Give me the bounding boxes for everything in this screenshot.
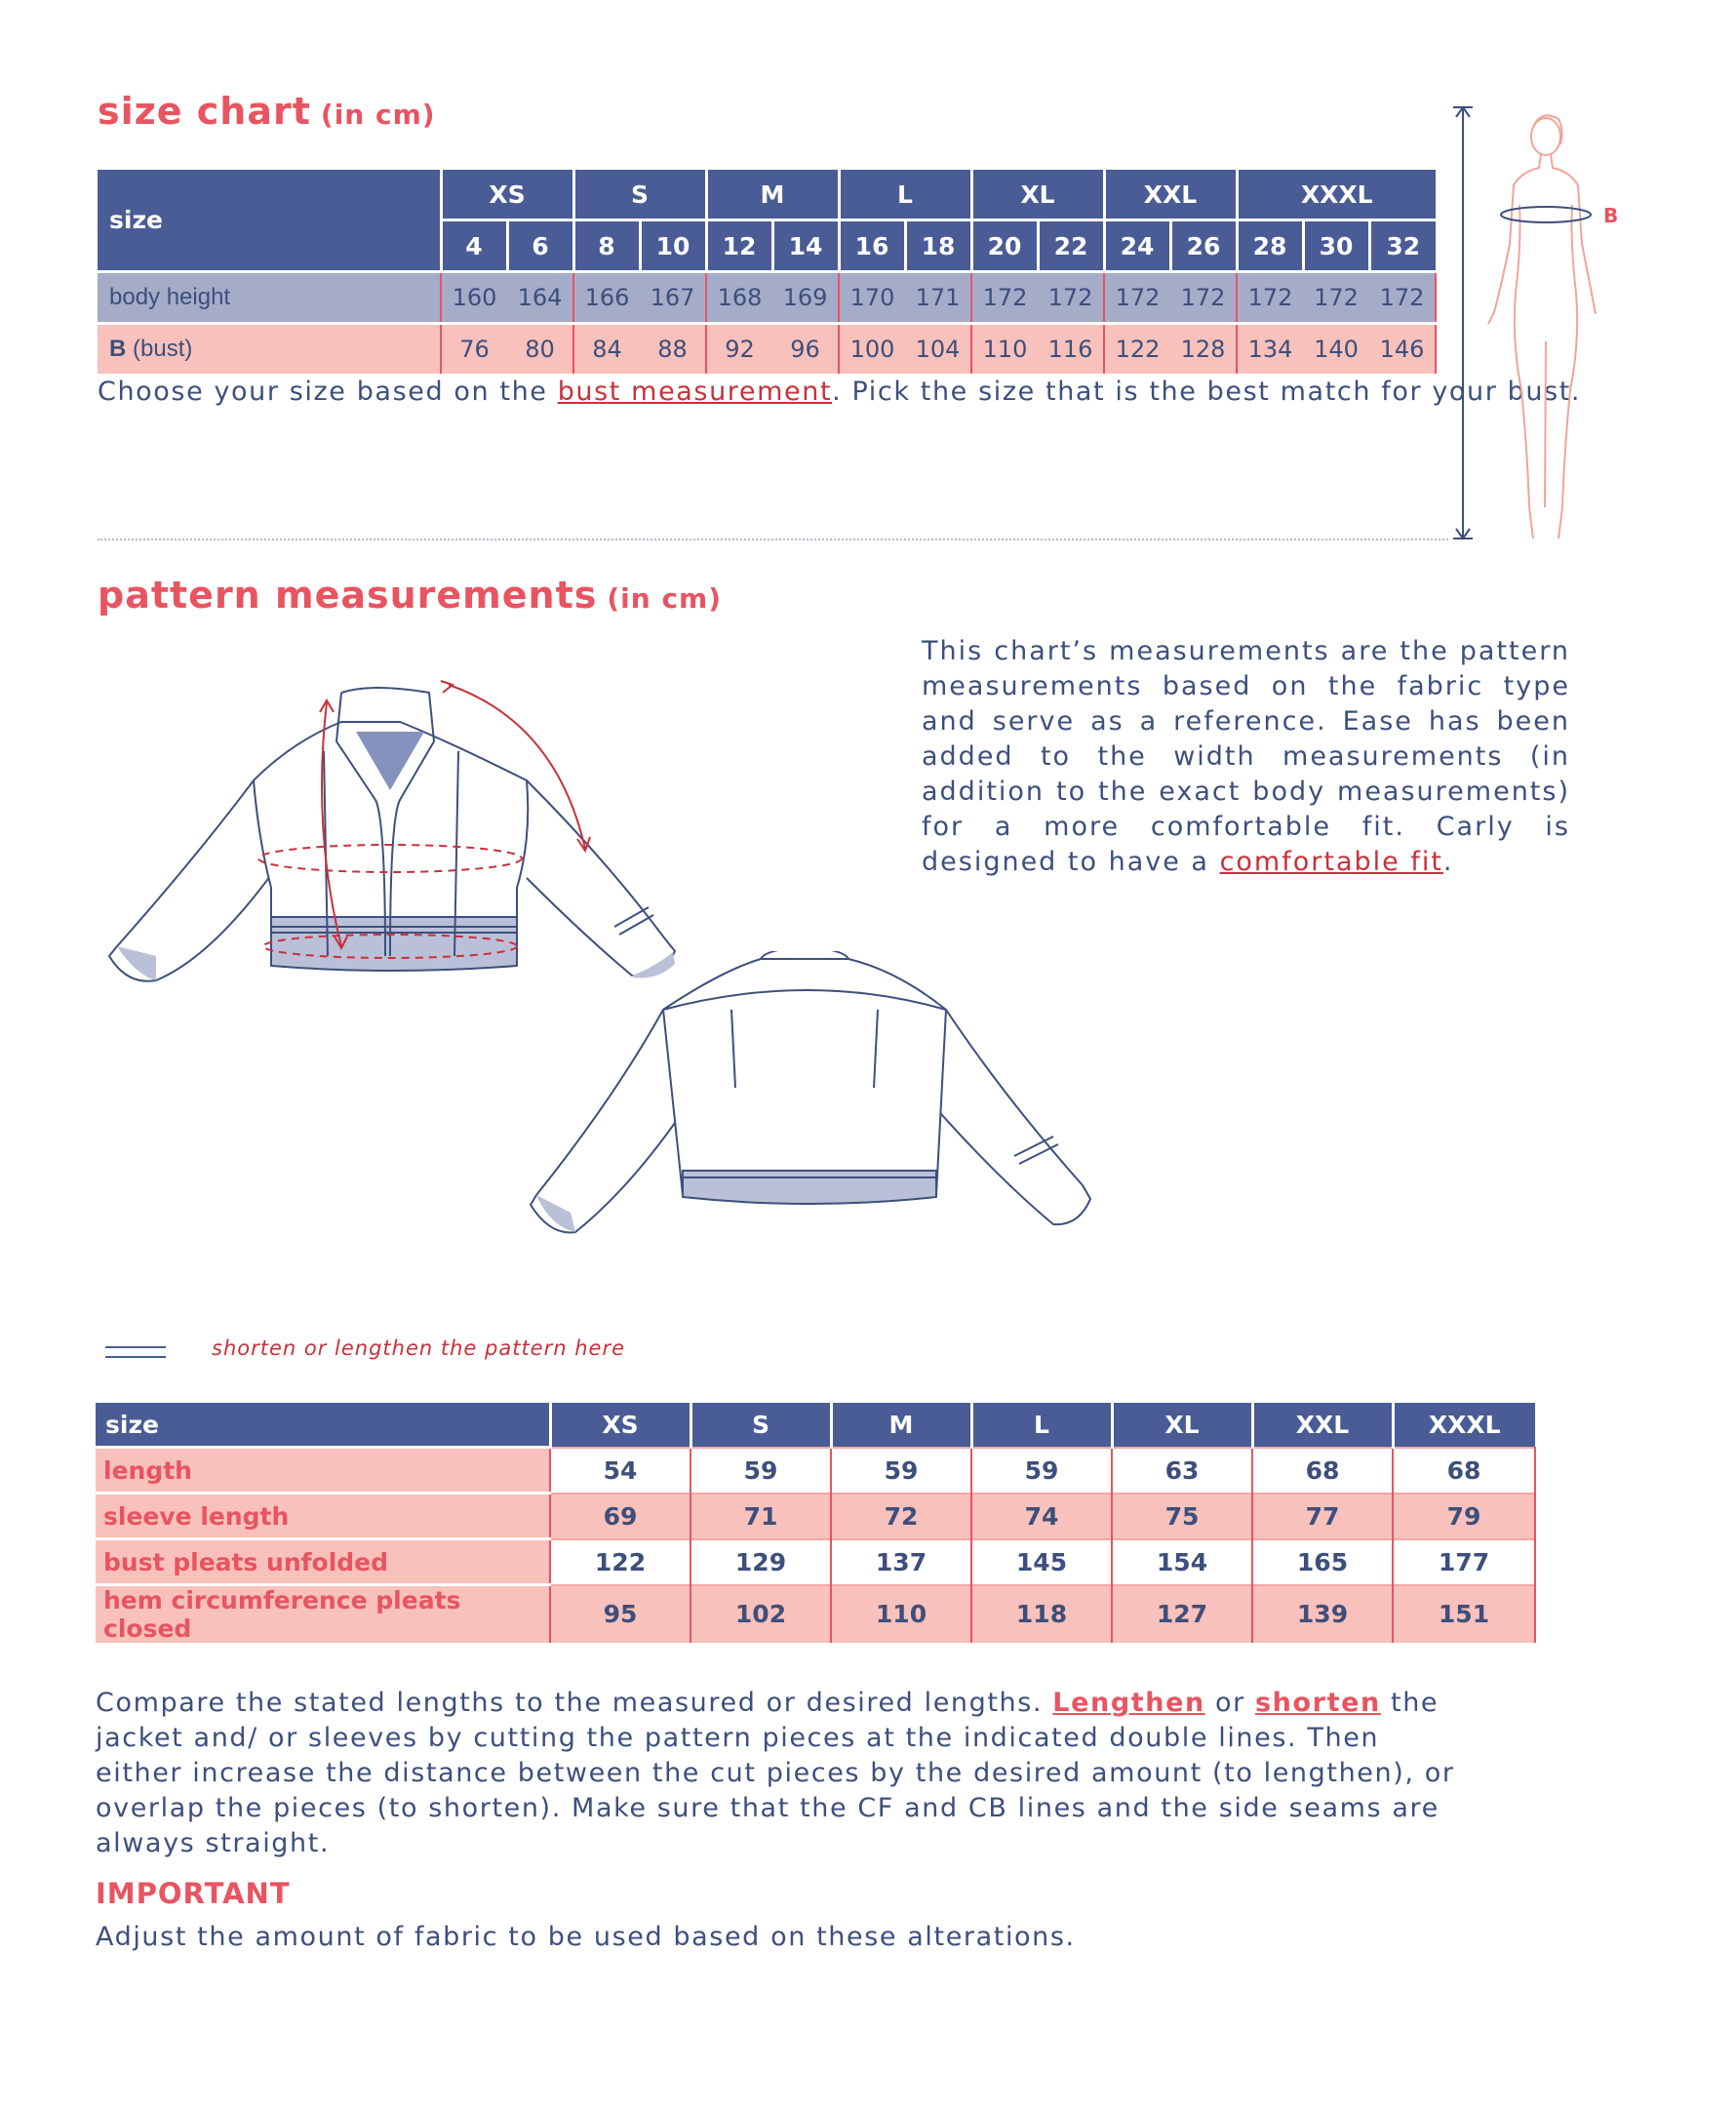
size-chart-table (98, 170, 1437, 374)
body-height-value: 172 (1170, 272, 1237, 324)
pattern-value-cell: 54 (550, 1448, 690, 1494)
body-height-value: 166 (573, 272, 640, 324)
size-number-header: 8 (573, 220, 640, 272)
pattern-row-label: sleeve length (96, 1494, 550, 1539)
adjust-paragraph: Compare the stated lengths to the measured or desired lengths. Lengthen or shorten the jacket and/ or sleeves by cutting the pattern pieces at the indicated double lines. Then either increase the distance between the cut pieces by the desired amount (to lengthen), or overlap the pieces (to shorten). Make sure that the CF and CB lines and the side seams are always straight. (96, 1688, 1455, 1858)
pattern-value-cell: 68 (1393, 1448, 1535, 1494)
pattern-value-cell: 59 (971, 1448, 1112, 1494)
pattern-value-cell: 127 (1112, 1585, 1252, 1644)
bust-label-letter: B (109, 336, 127, 362)
body-height-value: 172 (1237, 272, 1303, 324)
size-chart-note: Choose your size based on the bust measurement. Pick the size that is the best match for your bust. (98, 377, 1582, 407)
bust-value: 104 (905, 324, 971, 375)
body-height-value: 172 (971, 272, 1038, 324)
pattern-value-cell: 129 (690, 1539, 831, 1585)
bust-value: 100 (839, 324, 905, 375)
pattern-table-row (96, 1585, 1535, 1644)
pattern-value-cell: 59 (831, 1448, 971, 1494)
pattern-size-xxl: XXL (1252, 1403, 1393, 1448)
size-number-header: 20 (971, 220, 1038, 272)
section-divider (98, 538, 1448, 540)
size-number-header: 16 (839, 220, 905, 272)
body-height-value: 172 (1303, 272, 1369, 324)
body-height-label: body height (98, 272, 441, 324)
size-number-header: 6 (507, 220, 573, 272)
size-number-header: 32 (1369, 220, 1436, 272)
pattern-value-cell: 102 (690, 1585, 831, 1644)
size-header-label: size (98, 170, 441, 272)
pattern-size-xs: XS (550, 1403, 690, 1448)
size-number-header: 26 (1170, 220, 1237, 272)
lengthen-link[interactable]: Lengthen (1052, 1688, 1205, 1718)
body-height-value: 167 (640, 272, 706, 324)
shorten-link[interactable]: shorten (1255, 1688, 1381, 1718)
size-number-header: 30 (1303, 220, 1369, 272)
size-group-header: M (706, 170, 839, 220)
bust-label: B (1603, 204, 1619, 227)
size-number-header: 12 (706, 220, 772, 272)
bust-label-rest: (bust) (126, 336, 193, 362)
size-group-header: XS (441, 170, 573, 220)
jacket-back-illustration (527, 951, 1097, 1263)
pattern-value-cell: 95 (550, 1585, 690, 1644)
size-number-header: 14 (772, 220, 839, 272)
legend-label: shorten or lengthen the pattern here (212, 1336, 625, 1360)
body-height-value: 172 (1369, 272, 1436, 324)
bust-value: 146 (1369, 324, 1436, 375)
pattern-value-cell: 177 (1393, 1539, 1535, 1585)
pattern-value-cell: 63 (1112, 1448, 1252, 1494)
size-group-header: XL (971, 170, 1104, 220)
body-height-value: 168 (706, 272, 772, 324)
size-group-header: L (839, 170, 971, 220)
pattern-size-xxxl: XXXL (1393, 1403, 1535, 1448)
bust-value: 88 (640, 324, 706, 375)
pattern-value-cell: 118 (971, 1585, 1112, 1644)
bust-line (1501, 207, 1591, 222)
body-height-value: 160 (441, 272, 507, 324)
bust-value: 96 (772, 324, 839, 375)
size-number-header: 22 (1038, 220, 1104, 272)
pattern-value-cell: 72 (831, 1494, 971, 1539)
pattern-table-row (96, 1539, 1535, 1585)
body-height-value: 170 (839, 272, 905, 324)
pattern-value-cell: 165 (1252, 1539, 1393, 1585)
pattern-table-row (96, 1448, 1535, 1494)
pattern-value-cell: 71 (690, 1494, 831, 1539)
pattern-value-cell: 59 (690, 1448, 831, 1494)
pattern-value-cell: 145 (971, 1539, 1112, 1585)
body-height-value: 169 (772, 272, 839, 324)
pattern-row-label: length (96, 1448, 550, 1494)
bust-value: 110 (971, 324, 1038, 375)
bust-value: 116 (1038, 324, 1104, 375)
bust-label-cell (98, 324, 441, 375)
pattern-value-cell: 110 (831, 1585, 971, 1644)
size-number-header: 4 (441, 220, 507, 272)
pattern-value-cell: 77 (1252, 1494, 1393, 1539)
pattern-size-xl: XL (1112, 1403, 1252, 1448)
woman-figure (1488, 115, 1596, 538)
body-height-value: 172 (1038, 272, 1104, 324)
bust-value: 84 (573, 324, 640, 375)
pattern-value-cell: 74 (971, 1494, 1112, 1539)
pattern-row-label: hem circumference pleats closed (96, 1585, 550, 1644)
pattern-value-cell: 151 (1393, 1585, 1535, 1644)
size-group-header: XXXL (1237, 170, 1436, 220)
size-number-header: 10 (640, 220, 706, 272)
double-line-legend-icon (105, 1346, 166, 1358)
bust-value: 128 (1170, 324, 1237, 375)
body-height-value: 172 (1104, 272, 1170, 324)
pattern-size-s: S (690, 1403, 831, 1448)
pattern-value-cell: 137 (831, 1539, 971, 1585)
bust-value: 122 (1104, 324, 1170, 375)
pattern-size-l: L (971, 1403, 1112, 1448)
pattern-title: pattern measurements (in cm) (98, 574, 723, 617)
body-height-value: 164 (507, 272, 573, 324)
important-heading: IMPORTANT (96, 1877, 291, 1910)
size-number-header: 28 (1237, 220, 1303, 272)
bust-value: 92 (706, 324, 772, 375)
bust-value: 134 (1237, 324, 1303, 375)
bust-value: 80 (507, 324, 573, 375)
pattern-value-cell: 139 (1252, 1585, 1393, 1644)
body-figure-illustration (1443, 98, 1619, 546)
size-number-header: 18 (905, 220, 971, 272)
pattern-value-cell: 75 (1112, 1494, 1252, 1539)
pattern-row-label: bust pleats unfolded (96, 1539, 550, 1585)
bust-value: 140 (1303, 324, 1369, 375)
pattern-value-cell: 79 (1393, 1494, 1535, 1539)
pattern-value-cell: 122 (550, 1539, 690, 1585)
size-chart-table-wrap (98, 170, 1437, 374)
important-text: Adjust the amount of fabric to be used based on these alterations. (96, 1922, 1076, 1952)
size-group-header: XXL (1104, 170, 1237, 220)
comfortable-fit-link[interactable]: comfortable fit (1219, 847, 1443, 877)
size-number-header: 24 (1104, 220, 1170, 272)
pattern-value-cell: 68 (1252, 1448, 1393, 1494)
pattern-description: This chart’s measurements are the pattern measurements based on the fabric type and serve as a reference. Ease has been added to the width measurements (in addition to the exact body measurements) for a more comfortable fit. Carly is designed to have a comfortable fit. (922, 636, 1570, 877)
bust-measurement-link[interactable]: bust measurement (557, 377, 833, 407)
bust-value: 76 (441, 324, 507, 375)
height-arrow (1453, 107, 1473, 538)
body-height-value: 171 (905, 272, 971, 324)
pattern-size-m: M (831, 1403, 971, 1448)
pattern-measurements-table (96, 1403, 1536, 1643)
size-chart-title: size chart (in cm) (98, 90, 436, 133)
pattern-size-header: size (96, 1403, 550, 1448)
size-group-header: S (573, 170, 706, 220)
pattern-value-cell: 69 (550, 1494, 690, 1539)
jacket-front-illustration (98, 663, 702, 995)
pattern-table-wrap (96, 1403, 1536, 1643)
pattern-value-cell: 154 (1112, 1539, 1252, 1585)
pattern-table-row (96, 1494, 1535, 1539)
